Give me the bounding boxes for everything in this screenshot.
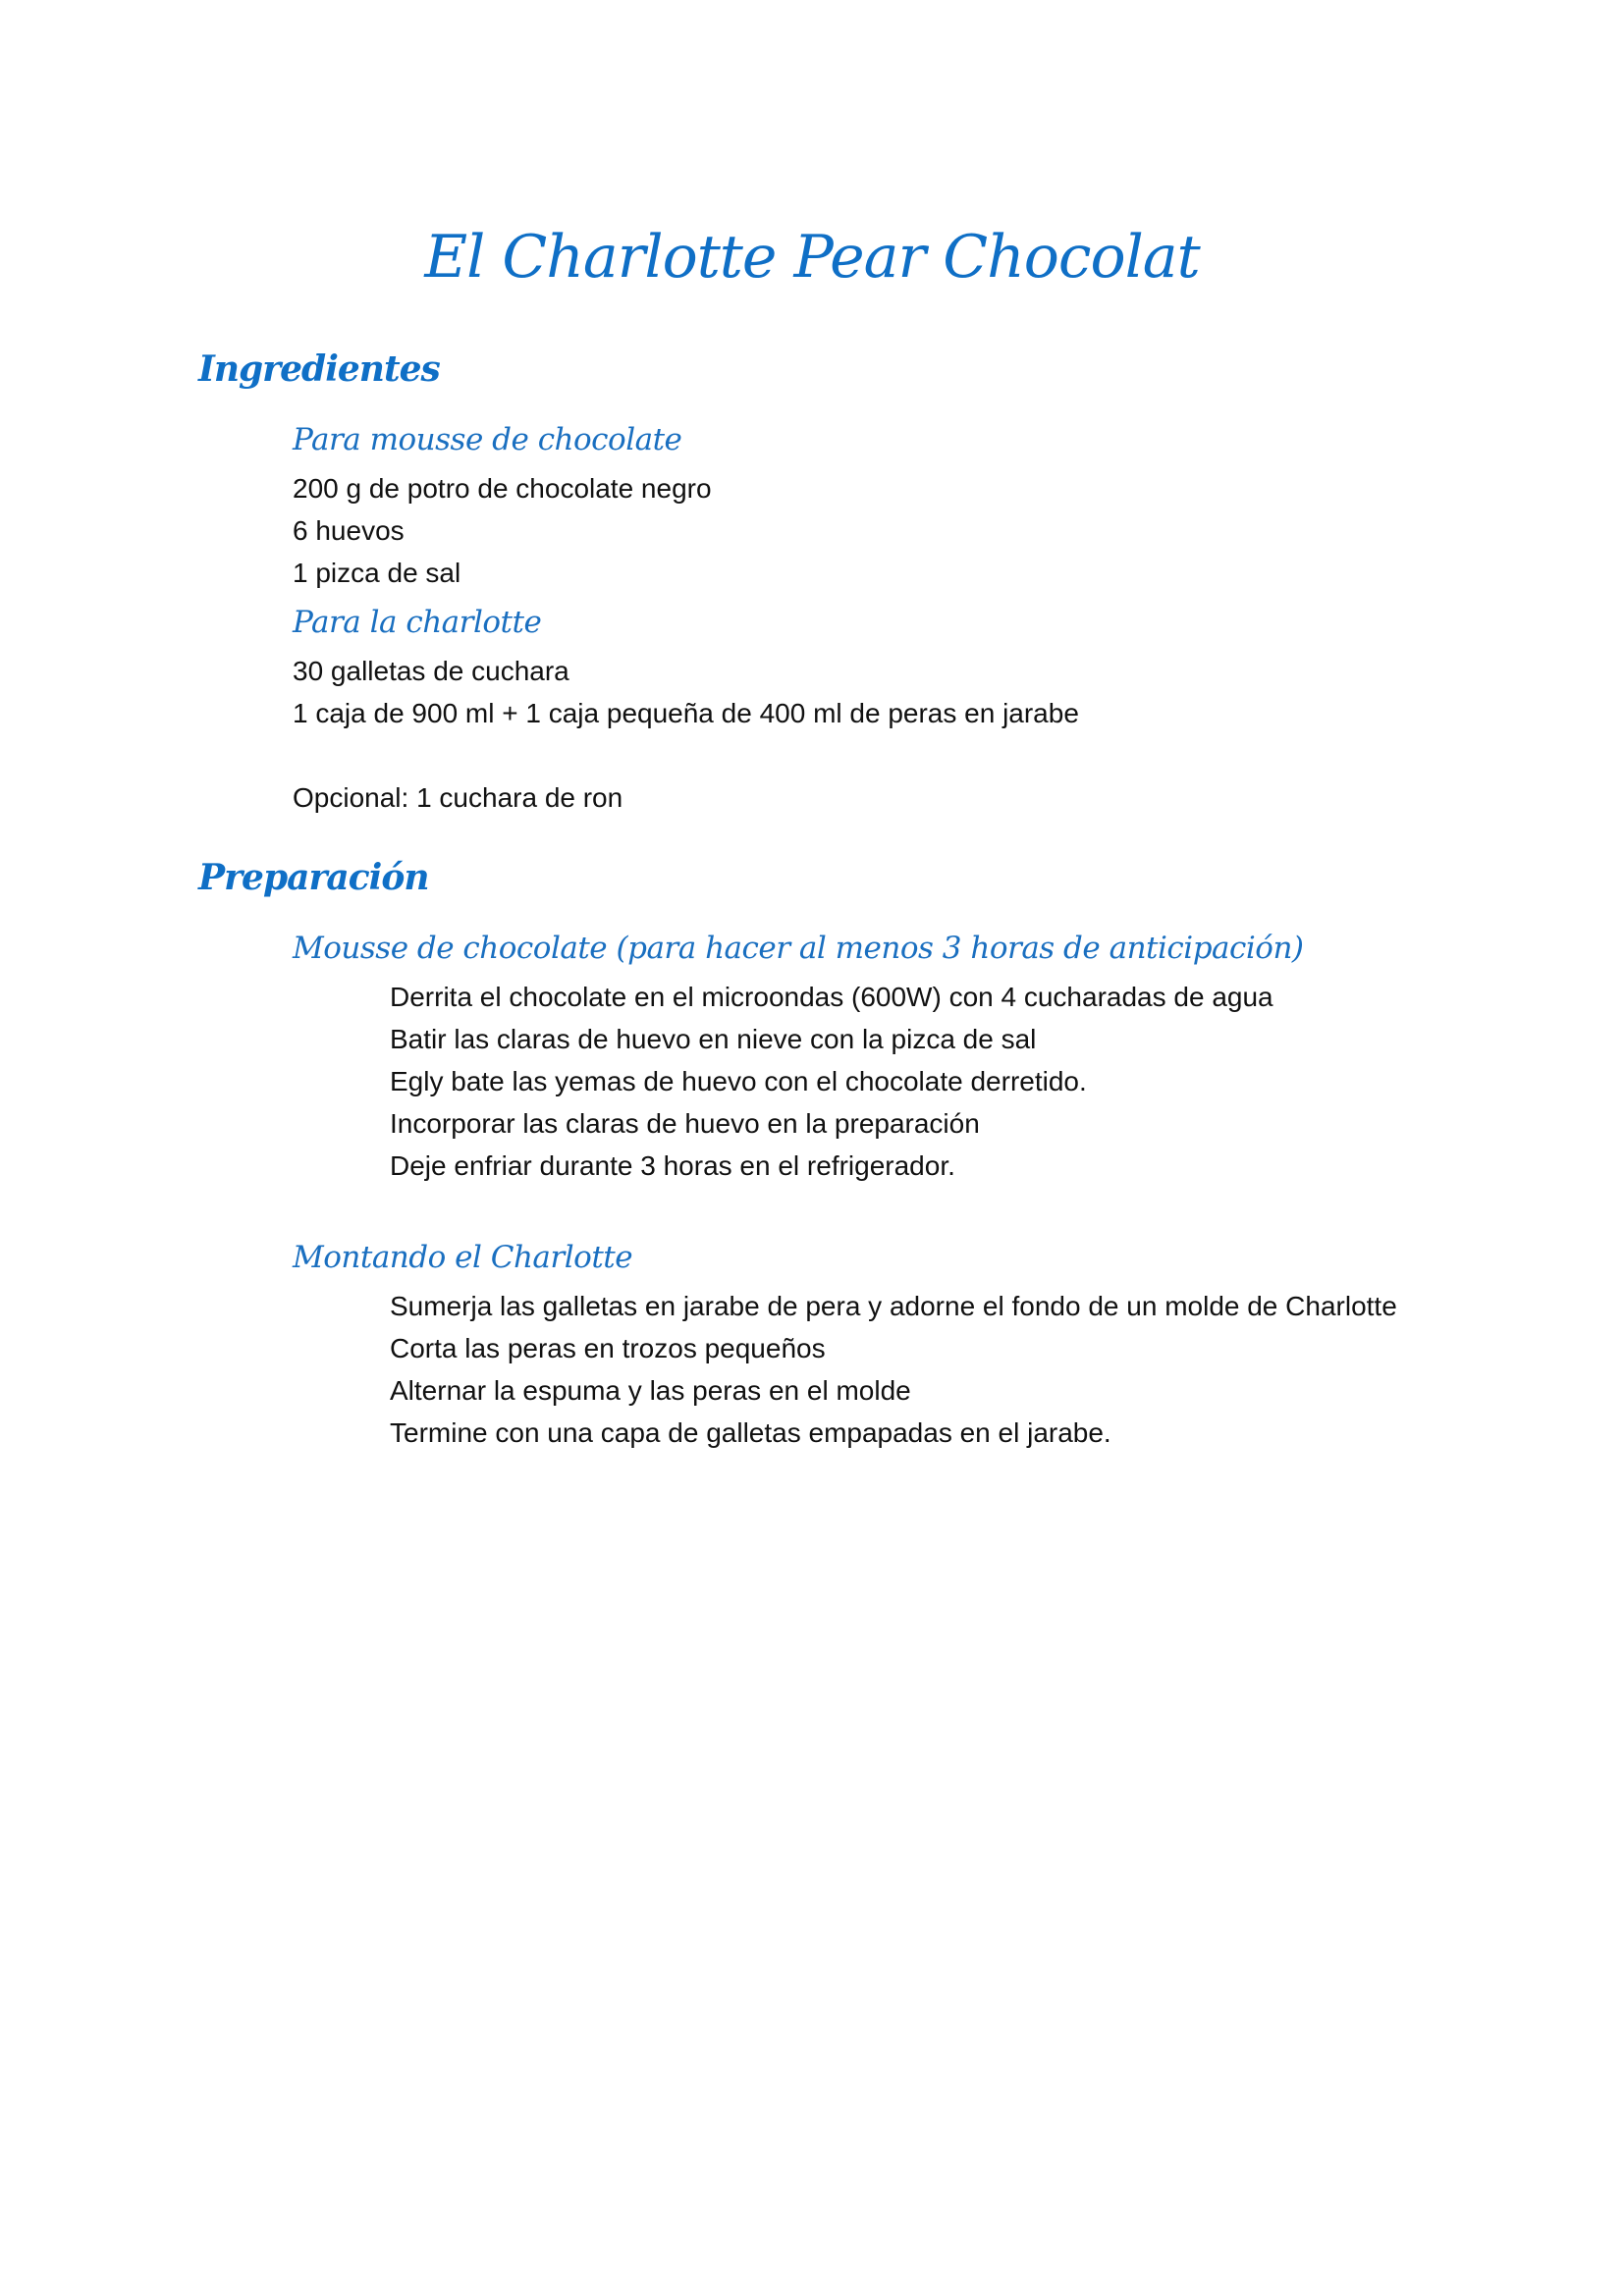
assembly-heading: Montando el Charlotte [293, 1240, 633, 1275]
list-item: Egly bate las yemas de huevo con el chocolate derretido. [390, 1066, 1087, 1096]
list-item: 30 galletas de cuchara [293, 656, 569, 686]
recipe-title: El Charlotte Pear Chocolat [424, 223, 1200, 292]
charlotte-ingredients-heading: Para la charlotte [293, 605, 542, 640]
list-item: Corta las peras en trozos pequeños [390, 1333, 826, 1363]
mousse-preparation-heading: Mousse de chocolate (para hacer al menos 3 horas de anticipación) [293, 931, 1304, 966]
mousse-preparation-steps [390, 976, 1273, 1187]
list-item: Incorporar las claras de huevo en la preparación [390, 1108, 980, 1139]
list-item: 6 huevos [293, 515, 405, 546]
assembly-steps [390, 1285, 1397, 1454]
list-item: Alternar la espuma y las peras en el molde [390, 1375, 911, 1406]
list-item: 1 pizca de sal [293, 558, 461, 588]
ingredients-heading: Ingredientes [198, 348, 440, 390]
mousse-ingredients-list [293, 467, 712, 594]
list-item: Derrita el chocolate en el microondas (600W) con 4 cucharadas de agua [390, 982, 1273, 1012]
preparation-heading: Preparación [198, 857, 429, 898]
list-item: 200 g de potro de chocolate negro [293, 473, 712, 504]
optional-ingredient: Opcional: 1 cuchara de ron [293, 782, 623, 813]
charlotte-ingredients-list [293, 650, 1079, 734]
mousse-ingredients-heading: Para mousse de chocolate [293, 422, 682, 457]
list-item: 1 caja de 900 ml + 1 caja pequeña de 400 ml de peras en jarabe [293, 698, 1079, 728]
list-item: Batir las claras de huevo en nieve con la pizca de sal [390, 1024, 1037, 1054]
list-item: Sumerja las galletas en jarabe de pera y adorne el fondo de un molde de Charlotte [390, 1291, 1397, 1321]
list-item: Termine con una capa de galletas empapadas en el jarabe. [390, 1417, 1111, 1448]
list-item: Deje enfriar durante 3 horas en el refrigerador. [390, 1150, 955, 1181]
